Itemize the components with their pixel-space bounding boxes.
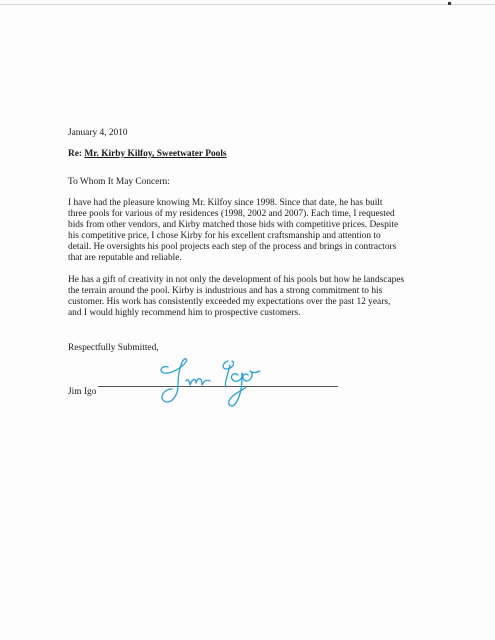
signature-stroke: [186, 379, 210, 385]
closing: Respectfully Submitted,: [68, 343, 159, 353]
scan-edge-line: [0, 4, 495, 5]
subject-text: Mr. Kirby Kilfoy, Sweetwater Pools: [84, 149, 227, 159]
paragraph-line: the terrain around the pool. Kirby is industrious and has a strong commitment to his: [68, 286, 383, 296]
paragraph-line: detail. He oversights his pool projects each step of the process and brings in contractors: [68, 242, 397, 252]
scan-mark: [448, 2, 451, 5]
handwritten-signature: [156, 353, 286, 413]
signature-stroke: [243, 371, 260, 381]
subject-line: [68, 149, 227, 160]
salutation: To Whom It May Concern:: [68, 177, 170, 187]
paragraph-line: I have had the pleasure knowing Mr. Kilfoy since 1998. Since that date, he has built: [68, 198, 383, 208]
paragraph-line: three pools for various of my residences (1998, 2002 and 2007). Each time, I requested: [68, 209, 395, 219]
paragraph-line: his competitive price, I chose Kirby for his excellent craftsmanship and attention to: [68, 231, 381, 241]
signature-stroke: [161, 359, 187, 402]
paragraph-line: customer. His work has consistently exceeded my expectations over the past 12 years,: [68, 297, 391, 307]
paragraph-line: and I would highly recommend him to prospective customers.: [68, 308, 301, 318]
paragraph-1: [68, 198, 428, 264]
signer-name: Jim Igo: [68, 387, 97, 397]
paragraph-2: [68, 275, 428, 319]
paragraph-line: bids from other vendors, and Kirby matched those bids with competitive prices. Despite: [68, 220, 399, 230]
subject-prefix: Re:: [68, 149, 83, 159]
letter-date: January 4, 2010: [68, 128, 128, 138]
paragraph-line: He has a gift of creativity in not only the development of his pools but how he landscapes: [68, 275, 405, 285]
signature-stroke: [223, 361, 233, 369]
signature-strokes: [161, 359, 260, 406]
paragraph-line: that are reputable and reliable.: [68, 253, 182, 263]
